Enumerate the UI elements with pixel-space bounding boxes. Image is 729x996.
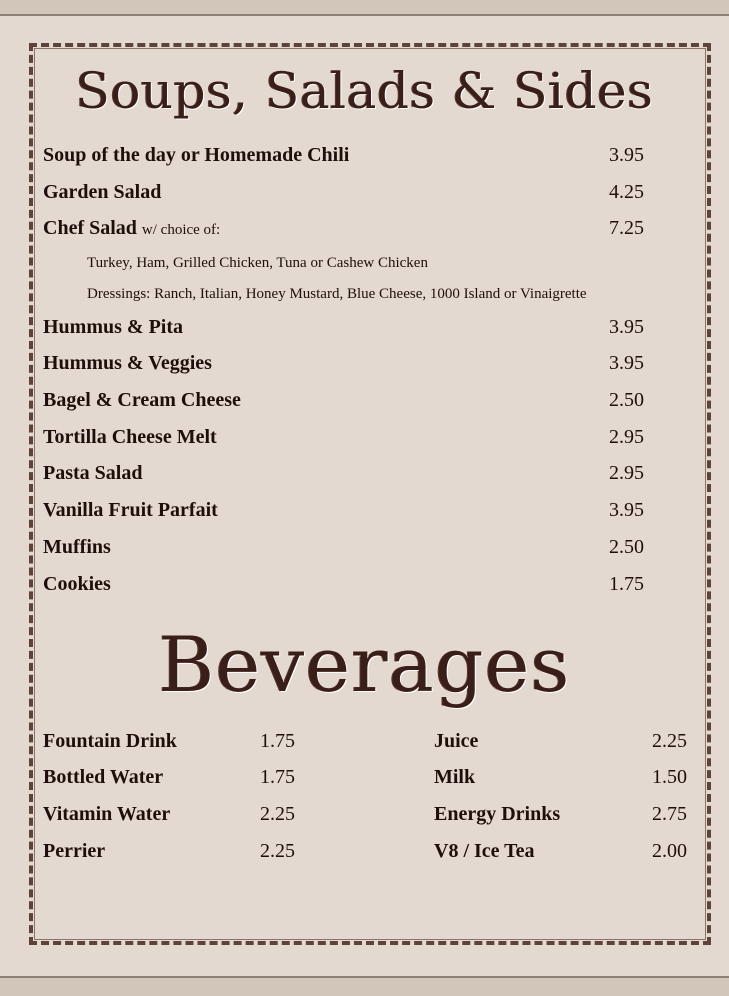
beverage-perrier bbox=[43, 840, 313, 870]
beverage-v8-ice-tea bbox=[434, 840, 704, 870]
item-price: 1.75 bbox=[609, 573, 644, 595]
beverage-price: 1.75 bbox=[260, 730, 295, 752]
menu-item-chef-salad bbox=[43, 217, 653, 247]
menu-item-bagel bbox=[43, 389, 653, 419]
menu-item-pasta-salad bbox=[43, 462, 653, 492]
beverage-name: Vitamin Water bbox=[43, 803, 171, 825]
beverage-price: 2.75 bbox=[652, 803, 687, 825]
beverage-price: 1.75 bbox=[260, 766, 295, 788]
menu-item-tortilla-melt bbox=[43, 426, 653, 456]
bottom-border-band bbox=[0, 976, 729, 996]
item-price: 7.25 bbox=[609, 217, 644, 239]
beverage-name: Energy Drinks bbox=[434, 803, 561, 825]
item-price: 3.95 bbox=[609, 352, 644, 374]
menu-item-hummus-veggies bbox=[43, 352, 653, 382]
menu-item-muffins bbox=[43, 536, 653, 566]
beverage-price: 1.50 bbox=[652, 766, 687, 788]
top-border-band bbox=[0, 0, 729, 16]
item-name: Hummus & Veggies bbox=[43, 352, 212, 374]
beverage-juice bbox=[434, 730, 704, 760]
menu-item-garden-salad bbox=[43, 181, 653, 211]
item-name: Soup of the day or Homemade Chili bbox=[43, 144, 350, 166]
beverage-milk bbox=[434, 766, 704, 796]
item-price: 3.95 bbox=[609, 316, 644, 338]
beverage-energy-drinks bbox=[434, 803, 704, 833]
soups-section-title: Soups, Salads & Sides bbox=[75, 62, 654, 120]
menu-item-cookies bbox=[43, 573, 653, 603]
beverage-name: Perrier bbox=[43, 840, 106, 862]
beverages-section-title: Beverages bbox=[158, 620, 571, 709]
item-name: Tortilla Cheese Melt bbox=[43, 426, 217, 448]
chef-salad-dressing-options: Dressings: Ranch, Italian, Honey Mustard, Blue Cheese, 1000 Island or Vinaigrette bbox=[87, 286, 587, 302]
item-price: 2.95 bbox=[609, 426, 644, 448]
item-name: Bagel & Cream Cheese bbox=[43, 389, 241, 411]
beverage-fountain-drink bbox=[43, 730, 313, 760]
item-name: Vanilla Fruit Parfait bbox=[43, 499, 218, 521]
item-price: 3.95 bbox=[609, 499, 644, 521]
item-price: 2.95 bbox=[609, 462, 644, 484]
beverage-price: 2.25 bbox=[652, 730, 687, 752]
beverage-name: Bottled Water bbox=[43, 766, 164, 788]
beverage-name: Juice bbox=[434, 730, 479, 752]
menu-item-parfait bbox=[43, 499, 653, 529]
item-price: 2.50 bbox=[609, 536, 644, 558]
item-note: w/ choice of: bbox=[141, 222, 221, 238]
item-name: Pasta Salad bbox=[43, 462, 143, 484]
item-price: 4.25 bbox=[609, 181, 644, 203]
menu-item-hummus-pita bbox=[43, 316, 653, 346]
item-name: Cookies bbox=[43, 573, 111, 595]
menu-item-soup-chili bbox=[43, 144, 653, 174]
beverage-name: Milk bbox=[434, 766, 476, 788]
item-name bbox=[43, 217, 220, 240]
item-name: Hummus & Pita bbox=[43, 316, 183, 338]
beverage-vitamin-water bbox=[43, 803, 313, 833]
chef-salad-protein-options: Turkey, Ham, Grilled Chicken, Tuna or Cashew Chicken bbox=[87, 255, 428, 271]
beverage-name: Fountain Drink bbox=[43, 730, 177, 752]
beverage-price: 2.00 bbox=[652, 840, 687, 862]
beverage-name: V8 / Ice Tea bbox=[434, 840, 535, 862]
item-name: Garden Salad bbox=[43, 181, 162, 203]
beverage-bottled-water bbox=[43, 766, 313, 796]
item-price: 2.50 bbox=[609, 389, 644, 411]
item-price: 3.95 bbox=[609, 144, 644, 166]
beverage-price: 2.25 bbox=[260, 840, 295, 862]
item-name: Muffins bbox=[43, 536, 111, 558]
item-name-text: Chef Salad bbox=[43, 217, 137, 239]
beverage-price: 2.25 bbox=[260, 803, 295, 825]
